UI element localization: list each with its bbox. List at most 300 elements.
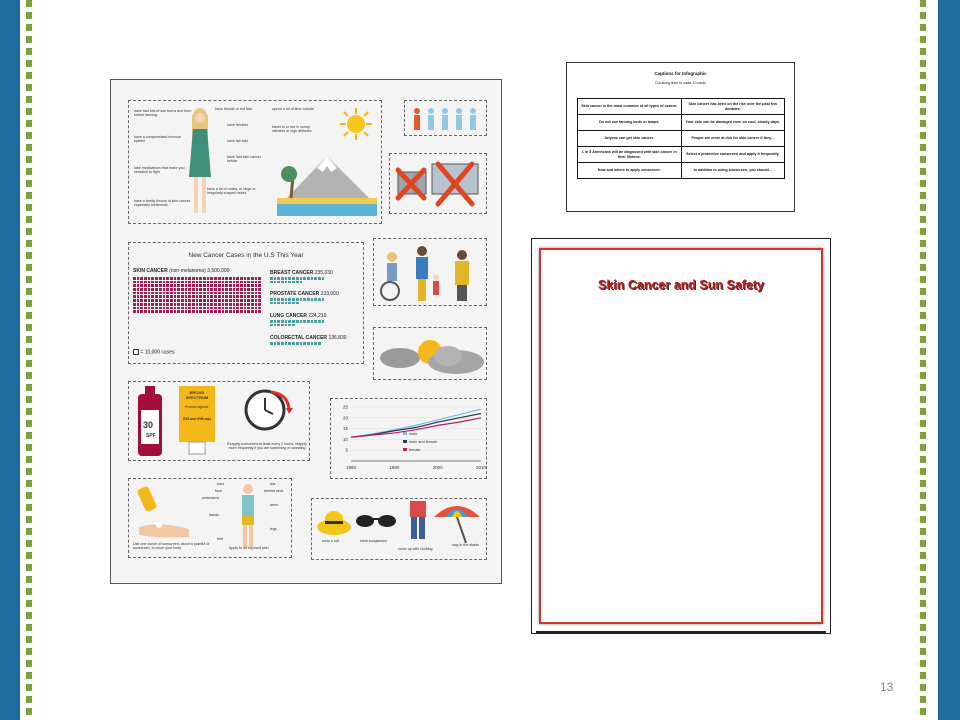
skin-case-square <box>188 307 191 310</box>
skin-case-square <box>240 281 243 284</box>
skin-case-square <box>229 288 232 291</box>
skin-case-square <box>247 307 250 310</box>
skin-case-square <box>144 281 147 284</box>
skin-case-square <box>255 303 258 306</box>
lung-case-square <box>303 320 306 323</box>
skin-case-square <box>207 284 210 287</box>
skin-case-square <box>151 303 154 306</box>
prostate-case-square <box>281 302 284 305</box>
prostate-case-square <box>270 302 273 305</box>
skin-case-square <box>192 277 195 280</box>
skin-case-square <box>233 307 236 310</box>
skin-case-square <box>214 303 217 306</box>
lung-case-square <box>296 320 299 323</box>
skin-case-square <box>181 292 184 295</box>
captions-sheet <box>566 62 795 212</box>
skin-case-square <box>225 310 228 313</box>
y-tick-label: 15 <box>342 426 348 432</box>
skin-case-square <box>236 303 239 306</box>
skin-case-square <box>258 277 261 280</box>
skin-case-square <box>170 295 173 298</box>
skin-case-square <box>251 277 254 280</box>
skin-cancer-label: SKIN CANCER (non-melanoma) 3,500,000 <box>133 268 230 274</box>
caption-card: 1 in 5 Americans will be diagnosed with skin cancer in their lifetime. <box>578 147 682 163</box>
skin-case-square <box>240 295 243 298</box>
x-tick-label: 2000 <box>432 465 443 470</box>
skin-case-square <box>181 284 184 287</box>
skin-case-square <box>177 303 180 306</box>
caption-card: People are more at risk for skin cancer if they... <box>681 131 785 147</box>
skin-case-square <box>233 299 236 302</box>
skin-case-square <box>229 310 232 313</box>
skin-case-square <box>214 288 217 291</box>
skin-case-square <box>207 281 210 284</box>
skin-case-square <box>188 295 191 298</box>
skin-case-square <box>218 277 221 280</box>
clouds-panel <box>373 327 487 380</box>
skin-case-square <box>199 295 202 298</box>
breast-case-square <box>281 277 284 280</box>
people-icons-panel <box>404 100 487 136</box>
skin-case-square <box>244 295 247 298</box>
risk-factor: have a family history of skin cancer, especially melanoma <box>134 199 191 208</box>
body-label-face: face <box>215 489 222 493</box>
ounce-text: Use one ounce of sunscreen; about a palmful of sunscreen, to cover your body <box>133 542 210 551</box>
skin-case-square <box>174 310 177 313</box>
skin-case-square <box>251 307 254 310</box>
skin-case-square <box>251 310 254 313</box>
skin-case-square <box>159 288 162 291</box>
skin-case-square <box>225 299 228 302</box>
colorectal-case-square <box>270 342 273 345</box>
skin-case-square <box>166 299 169 302</box>
skin-case-square <box>170 303 173 306</box>
skin-case-square <box>214 295 217 298</box>
skin-case-square <box>214 299 217 302</box>
prostate-case-square <box>285 302 288 305</box>
prostate-case-square <box>314 298 317 301</box>
skin-case-square <box>155 299 158 302</box>
skin-case-square <box>181 277 184 280</box>
skin-case-square <box>203 310 206 313</box>
skin-case-square <box>166 284 169 287</box>
left-dotted-border <box>26 0 32 720</box>
skin-case-square <box>218 292 221 295</box>
skin-case-square <box>247 277 250 280</box>
diverse-people-panel <box>373 238 487 306</box>
skin-case-square <box>177 299 180 302</box>
skin-case-square <box>163 281 166 284</box>
skin-case-square <box>240 277 243 280</box>
skin-case-square <box>137 307 140 310</box>
skin-case-square <box>210 295 213 298</box>
skin-case-square <box>140 299 143 302</box>
skin-case-square <box>133 288 136 291</box>
prostate-case-square <box>318 298 321 301</box>
prostate-cancer-grid <box>270 298 324 304</box>
breast-case-square <box>274 281 277 284</box>
skin-case-square <box>196 303 199 306</box>
skin-case-square <box>199 288 202 291</box>
skin-case-square <box>166 288 169 291</box>
breast-cancer-label: BREAST CANCER 235,030 <box>270 270 333 276</box>
skin-case-square <box>155 310 158 313</box>
skin-case-square <box>233 277 236 280</box>
no-tanning-icon <box>394 158 482 210</box>
skin-case-square <box>166 310 169 313</box>
skin-case-square <box>166 303 169 306</box>
skin-case-square <box>229 277 232 280</box>
skin-case-square <box>225 307 228 310</box>
breast-case-square <box>318 277 321 280</box>
skin-case-square <box>258 284 261 287</box>
skin-case-square <box>222 277 225 280</box>
mountain-landscape-icon <box>277 146 377 220</box>
captions-subtitle: Cut along lines to make 10 cards <box>655 81 706 85</box>
skin-case-square <box>240 310 243 313</box>
skin-case-square <box>140 310 143 313</box>
skin-case-square <box>255 310 258 313</box>
skin-case-square <box>185 288 188 291</box>
skin-case-square <box>185 307 188 310</box>
skin-case-square <box>148 288 151 291</box>
skin-case-square <box>222 299 225 302</box>
skin-case-square <box>203 277 206 280</box>
skin-case-square <box>233 284 236 287</box>
skin-case-square <box>192 303 195 306</box>
skin-case-square <box>207 295 210 298</box>
skin-case-square <box>159 307 162 310</box>
skin-case-square <box>177 292 180 295</box>
skin-case-square <box>255 288 258 291</box>
skin-case-square <box>133 310 136 313</box>
skin-case-square <box>225 277 228 280</box>
skin-case-square <box>196 307 199 310</box>
risk-factor: have had lots of sun burns and burn before tanning <box>134 109 192 118</box>
colorectal-case-square <box>292 342 295 345</box>
skin-case-square <box>244 299 247 302</box>
stay-shade-label: stay in the shade <box>452 543 480 547</box>
skin-case-square <box>151 288 154 291</box>
skin-case-square <box>196 288 199 291</box>
breast-case-square <box>288 281 291 284</box>
skin-case-square <box>181 303 184 306</box>
skin-case-square <box>188 299 191 302</box>
skin-case-square <box>233 288 236 291</box>
breast-case-square <box>292 281 295 284</box>
skin-case-square <box>210 277 213 280</box>
tube-rays: UVA and UVB rays <box>183 417 211 421</box>
skin-case-square <box>188 284 191 287</box>
breast-case-square <box>292 277 295 280</box>
skin-case-square <box>244 277 247 280</box>
skin-case-square <box>210 307 213 310</box>
skin-case-square <box>192 299 195 302</box>
skin-case-square <box>210 288 213 291</box>
skin-case-square <box>247 299 250 302</box>
skin-case-square <box>174 307 177 310</box>
prostate-case-square <box>274 298 277 301</box>
skin-case-square <box>148 310 151 313</box>
risk-factor: have a compromised immune system <box>134 135 182 144</box>
skin-case-square <box>137 292 140 295</box>
colorectal-case-square <box>307 342 310 345</box>
skin-case-square <box>144 307 147 310</box>
skin-case-square <box>196 284 199 287</box>
lung-case-square <box>277 320 280 323</box>
skin-case-square <box>137 303 140 306</box>
skin-case-square <box>148 299 151 302</box>
colorectal-case-square <box>318 342 321 345</box>
prostate-cancer-label: PROSTATE CANCER 233,000 <box>270 291 339 297</box>
line-chart-panel <box>330 398 487 479</box>
skin-case-square <box>137 281 140 284</box>
tube-title: BROAD SPECTRUM <box>185 390 209 400</box>
skin-case-square <box>240 303 243 306</box>
skin-case-square <box>207 307 210 310</box>
colorectal-case-square <box>274 342 277 345</box>
skin-case-square <box>199 281 202 284</box>
x-tick-label: 1990 <box>389 465 400 470</box>
colorectal-case-square <box>281 342 284 345</box>
skin-case-square <box>222 307 225 310</box>
caption-card: Skin cancer is the most common of all types of cancer. <box>578 99 682 115</box>
skin-case-square <box>163 288 166 291</box>
skin-case-square <box>155 303 158 306</box>
skin-case-square <box>207 292 210 295</box>
skin-case-square <box>174 299 177 302</box>
reapply-text: Reapply sunscreen at least every 2 hours, reapply more frequently if you are swimming or sweating <box>227 442 307 451</box>
skin-case-square <box>251 295 254 298</box>
colorectal-case-square <box>288 342 291 345</box>
skin-case-square <box>207 303 210 306</box>
skin-case-square <box>188 281 191 284</box>
skin-case-square <box>251 299 254 302</box>
breast-case-square <box>307 277 310 280</box>
skin-case-square <box>210 292 213 295</box>
skin-cancer-grid <box>133 277 261 313</box>
risk-factor: have a lot of moles, or large or irregularly shaped moles <box>207 187 256 196</box>
caption-card: How and where to apply sunscreen: <box>578 163 682 179</box>
skin-case-square <box>255 281 258 284</box>
body-figure-icon <box>233 483 263 549</box>
body-label-arms: arms <box>270 503 278 507</box>
skin-case-square <box>218 295 221 298</box>
skin-case-square <box>203 281 206 284</box>
skin-case-square <box>185 277 188 280</box>
skin-case-square <box>258 310 261 313</box>
skin-case-square <box>163 299 166 302</box>
skin-case-square <box>240 307 243 310</box>
skin-case-square <box>247 310 250 313</box>
skin-case-square <box>166 281 169 284</box>
skin-case-square <box>188 292 191 295</box>
legend-swatch <box>403 448 407 451</box>
skin-case-square <box>199 307 202 310</box>
skin-case-square <box>155 307 158 310</box>
caption-card: In addition to using sunscreen, you should... <box>681 163 785 179</box>
diverse-people-icon <box>378 243 484 303</box>
table-row <box>578 131 785 147</box>
skin-case-square <box>236 310 239 313</box>
skin-case-square <box>166 295 169 298</box>
skin-case-square <box>140 295 143 298</box>
skin-case-square <box>247 303 250 306</box>
skin-case-square <box>247 292 250 295</box>
skin-case-square <box>177 288 180 291</box>
legend-label: female <box>409 448 421 452</box>
lung-case-square <box>288 324 291 327</box>
skin-case-square <box>151 295 154 298</box>
legend-swatch <box>403 432 407 435</box>
skin-case-square <box>214 281 217 284</box>
skin-case-square <box>155 277 158 280</box>
skin-case-square <box>258 307 261 310</box>
table-row <box>578 163 785 179</box>
skin-case-square <box>236 292 239 295</box>
prostate-case-square <box>296 302 299 305</box>
skin-case-square <box>222 303 225 306</box>
skin-case-square <box>210 281 213 284</box>
skin-case-square <box>185 295 188 298</box>
skin-case-square <box>133 281 136 284</box>
skin-case-square <box>159 284 162 287</box>
chart-title: New Cancer Cases in the U.S This Year <box>188 252 304 259</box>
skin-case-square <box>251 292 254 295</box>
skin-case-square <box>140 277 143 280</box>
tube-subtitle: Protects against: <box>185 405 209 409</box>
caption-card: Select a protective sunscreen and apply it frequently. <box>681 147 785 163</box>
skin-case-square <box>192 310 195 313</box>
skin-case-square <box>151 310 154 313</box>
skin-case-square <box>144 284 147 287</box>
skin-case-square <box>140 288 143 291</box>
skin-case-square <box>251 288 254 291</box>
skin-case-square <box>236 299 239 302</box>
skin-case-square <box>159 299 162 302</box>
lung-case-square <box>270 320 273 323</box>
breast-case-square <box>311 277 314 280</box>
skin-case-square <box>151 299 154 302</box>
skin-case-square <box>181 288 184 291</box>
y-tick-label: 5 <box>345 447 348 453</box>
skin-case-square <box>210 299 213 302</box>
skin-case-square <box>151 281 154 284</box>
skin-case-square <box>240 284 243 287</box>
x-tick-label: 1980 <box>345 465 357 470</box>
colorectal-case-square <box>314 342 317 345</box>
skin-case-square <box>255 295 258 298</box>
skin-case-square <box>159 292 162 295</box>
skin-case-square <box>225 284 228 287</box>
risk-factors-panel <box>128 100 382 224</box>
skin-case-square <box>174 303 177 306</box>
breast-case-square <box>322 277 325 280</box>
skin-case-square <box>159 303 162 306</box>
skin-case-square <box>174 292 177 295</box>
skin-case-square <box>247 284 250 287</box>
skin-case-square <box>177 310 180 313</box>
colorectal-case-square <box>277 342 280 345</box>
skin-case-square <box>181 281 184 284</box>
skin-case-square <box>148 295 151 298</box>
body-label-underarms: underarms <box>202 496 220 500</box>
skin-case-square <box>218 299 221 302</box>
skin-case-square <box>233 292 236 295</box>
skin-case-square <box>148 307 151 310</box>
skin-case-square <box>181 299 184 302</box>
prostate-case-square <box>285 298 288 301</box>
skin-case-square <box>192 295 195 298</box>
colorectal-case-square <box>311 342 314 345</box>
skin-case-square <box>229 303 232 306</box>
risk-factor: have had skin cancer before <box>227 155 261 164</box>
sunscreen-panel <box>128 381 310 461</box>
skin-case-square <box>155 295 158 298</box>
skin-case-square <box>199 284 202 287</box>
skin-case-square <box>225 303 228 306</box>
skin-case-square <box>222 288 225 291</box>
breast-case-square <box>270 277 273 280</box>
cover-up-label: cover up with clothing <box>398 547 433 551</box>
risk-factor: have freckles <box>227 123 249 127</box>
skin-case-square <box>247 295 250 298</box>
body-label-hands: hands <box>209 513 219 517</box>
skin-case-square <box>170 299 173 302</box>
skin-case-square <box>144 295 147 298</box>
colorectal-case-square <box>296 342 299 345</box>
colorectal-case-square <box>300 342 303 345</box>
skin-case-square <box>148 284 151 287</box>
lung-case-square <box>288 320 291 323</box>
body-label-ears: ears <box>217 482 224 486</box>
clothing-icon <box>406 501 430 541</box>
no-tanning-panel <box>389 153 487 214</box>
skin-case-square <box>177 284 180 287</box>
breast-cancer-grid <box>270 277 324 283</box>
skin-case-square <box>151 307 154 310</box>
skin-case-square <box>244 281 247 284</box>
skin-case-square <box>148 281 151 284</box>
lung-case-square <box>307 320 310 323</box>
skin-case-square <box>181 310 184 313</box>
skin-case-square <box>177 307 180 310</box>
poster-title: Skin Cancer and Sun Safety <box>597 278 765 292</box>
skin-case-square <box>163 295 166 298</box>
skin-case-square <box>185 303 188 306</box>
skin-case-square <box>218 303 221 306</box>
breast-case-square <box>300 277 303 280</box>
risk-factor: travel to or live in sunny climates or high altitudes <box>272 125 312 134</box>
right-blue-bar <box>938 0 960 720</box>
skin-case-square <box>244 307 247 310</box>
skin-case-square <box>218 310 221 313</box>
lung-case-square <box>274 320 277 323</box>
table-row <box>578 147 785 163</box>
sunscreen-hand-icon <box>133 483 193 543</box>
skin-case-square <box>199 303 202 306</box>
prostate-case-square <box>296 298 299 301</box>
skin-case-square <box>210 303 213 306</box>
skin-case-square <box>218 307 221 310</box>
skin-case-square <box>240 292 243 295</box>
skin-case-square <box>207 299 210 302</box>
skin-case-square <box>174 288 177 291</box>
skin-case-square <box>170 281 173 284</box>
skin-case-square <box>196 281 199 284</box>
risk-factor: spend a lot of time outside <box>272 107 314 111</box>
skin-case-square <box>255 292 258 295</box>
